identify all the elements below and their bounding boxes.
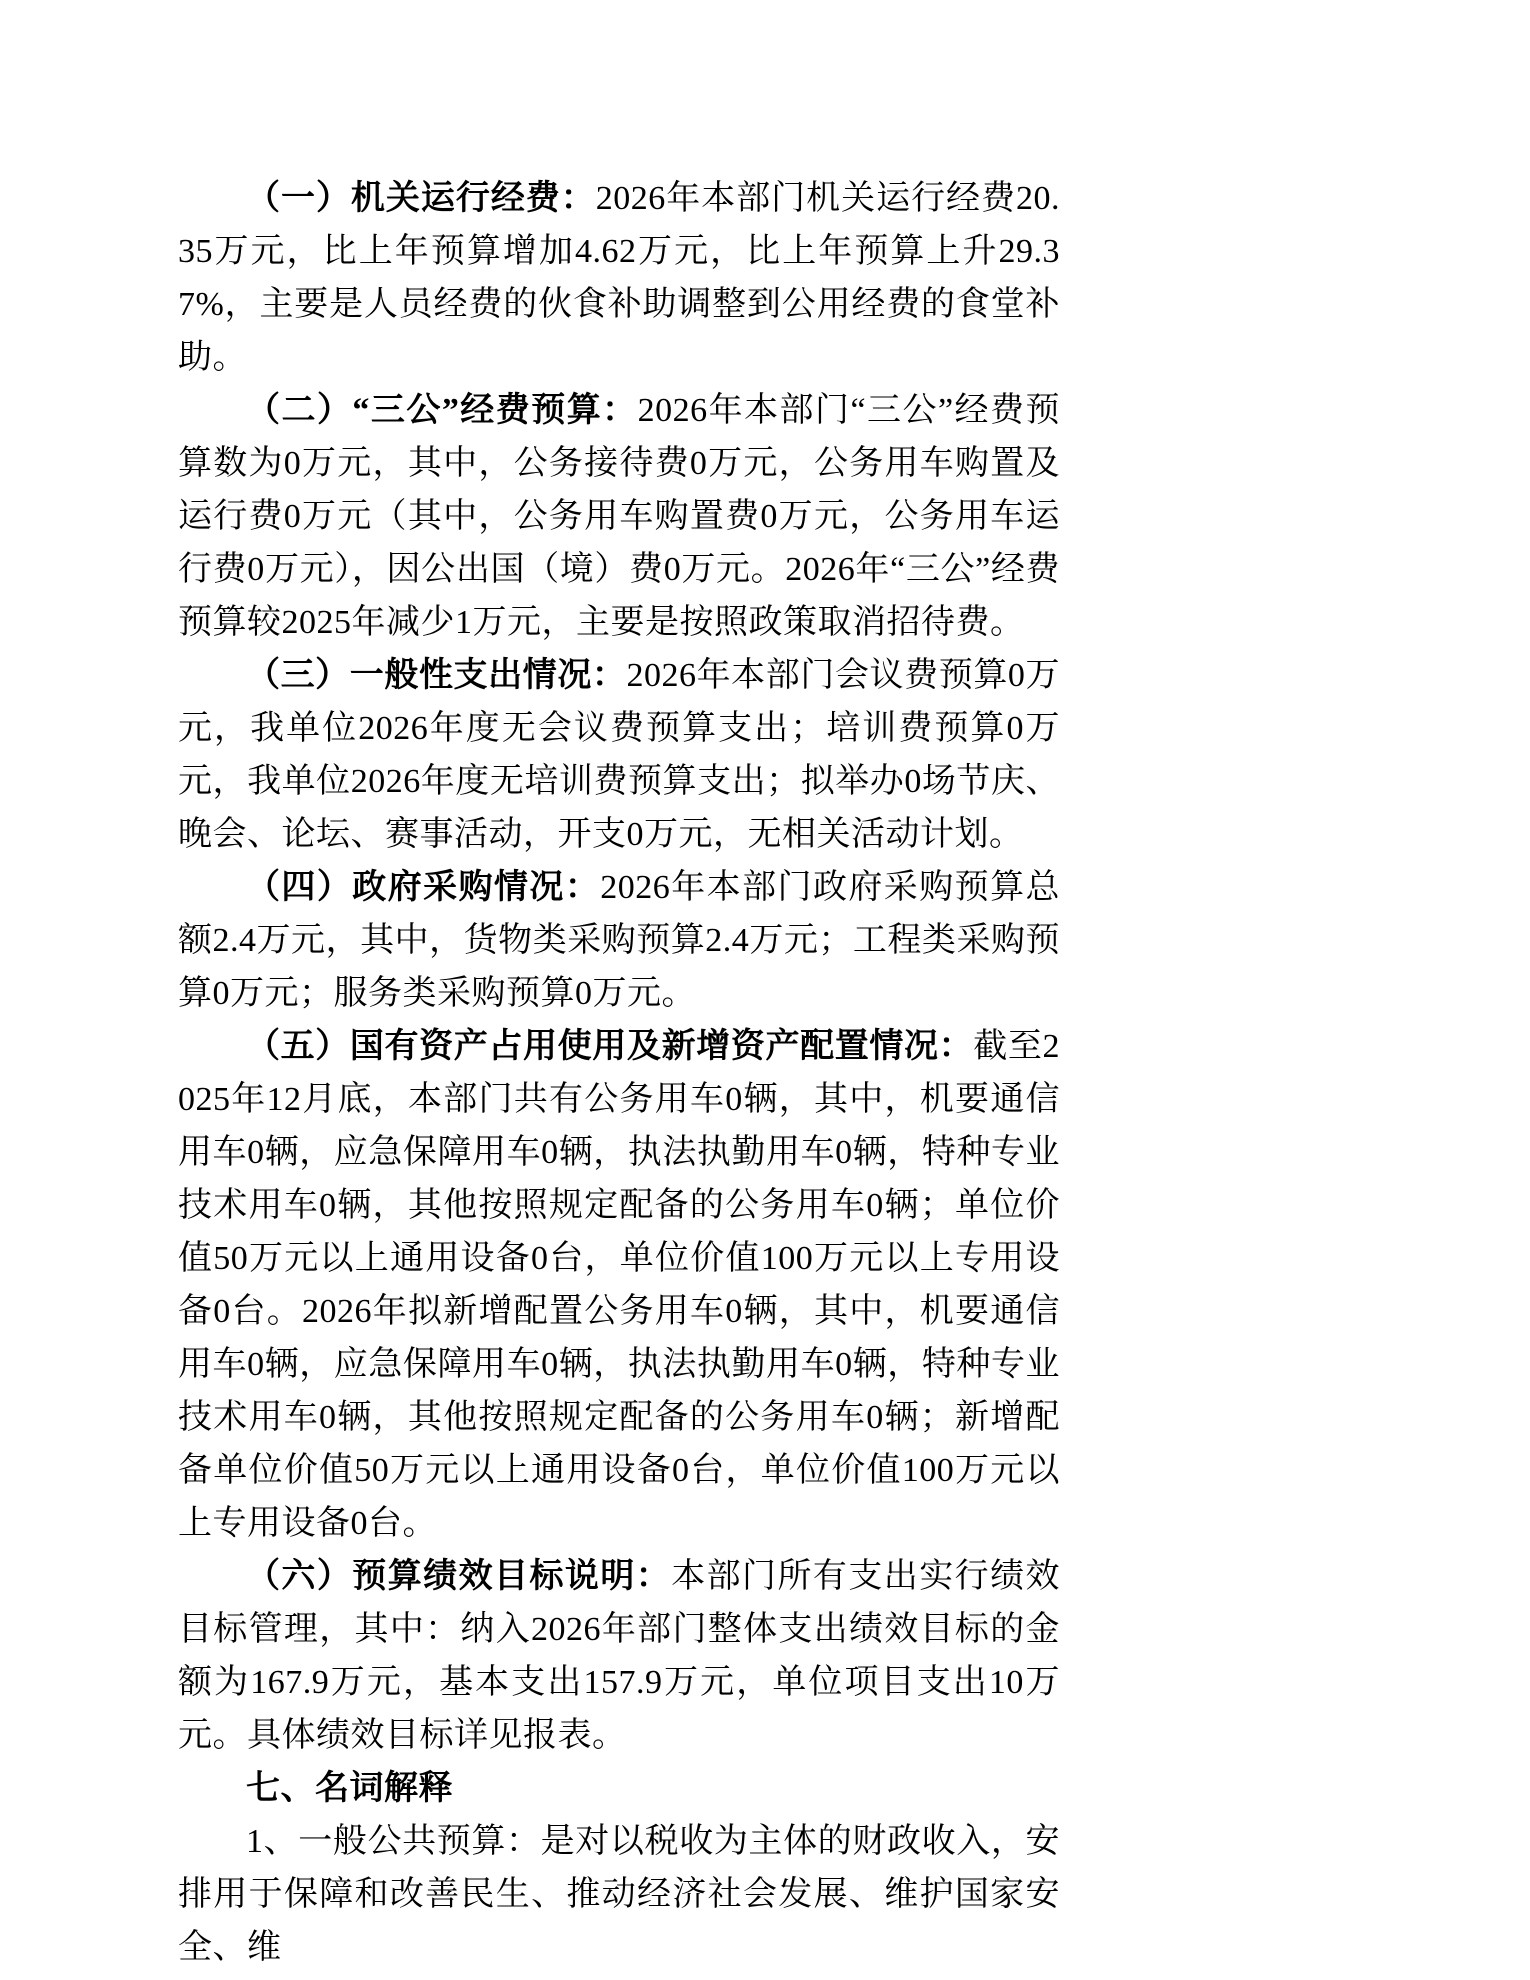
paragraph-text-5: 截至2025年12月底，本部门共有公务用车0辆，其中，机要通信用车0辆，应急保障用车0辆，执法执勤用车0辆，特种专业技术用车0辆，其他按照规定配备的公务用车0辆；单位价值50万元以上通用设备0台，单位价值100万元以上专用设备0台。2026年拟新增配置公务用车0辆，其中，机要通信用车0辆，应急保障用车0辆，执法执勤用车0辆，特种专业技术用车0辆，其他按照规定配备的公务用车0辆；新增配备单位价值50万元以上通用设备0台，单位价值100万元以上专用设备0台。 [178,1028,1061,1542]
paragraph-text-2: 2026年本部门“三公”经费预算数为0万元，其中，公务接待费0万元，公务用车购置及运行费0万元（其中，公务用车购置费0万元，公务用车运行费0万元），因公出国（境）费0万元。2026年“三公”经费预算较2025年减少1万元，主要是按照政策取消招待费。 [178,392,1060,641]
paragraph-government-procurement [178,861,1060,1020]
paragraph-label-6: （六）预算绩效目标说明： [246,1558,672,1595]
paragraph-state-assets [178,1020,1060,1550]
paragraph-text-1: 2026年本部门机关运行经费20.35万元，比上年预算增加4.62万元，比上年预算上升29.37%，主要是人员经费的伙食补助调整到公用经费的食堂补助。 [178,180,1061,376]
glossary-item-1-text: 1、一般公共预算：是对以税收为主体的财政收入，安排用于保障和改善民生、推动经济社会发展、维护国家安全、维 [178,1823,1060,1966]
paragraph-label-2: （二）“三公”经费预算： [246,392,638,429]
glossary-heading-text: 七、名词解释 [246,1770,453,1807]
paragraph-text-6: 本部门所有支出实行绩效目标管理，其中：纳入2026年部门整体支出绩效目标的金额为167.9万元，基本支出157.9万元，单位项目支出10万元。具体绩效目标详见报表。 [178,1558,1061,1754]
paragraph-text-3: 2026年本部门会议费预算0万元，我单位2026年度无会议费预算支出；培训费预算0万元，我单位2026年度无培训费预算支出；拟举办0场节庆、晚会、论坛、赛事活动，开支0万元，无相关活动计划。 [178,657,1060,853]
paragraph-three-public-expense [178,384,1060,649]
paragraph-label-3: （三）一般性支出情况： [246,657,627,694]
paragraph-performance-targets [178,1550,1060,1762]
paragraph-label-5: （五）国有资产占用使用及新增资产配置情况： [246,1028,974,1065]
glossary-heading [178,1762,1060,1815]
paragraph-general-expenditure [178,649,1060,861]
paragraph-label-4: （四）政府采购情况： [246,869,601,906]
paragraph-text-4: 2026年本部门政府采购预算总额2.4万元，其中，货物类采购预算2.4万元；工程类采购预算0万元；服务类采购预算0万元。 [178,869,1061,1012]
paragraph-agency-operating-expense [178,172,1060,384]
paragraph-glossary-item-1 [178,1815,1060,1974]
paragraph-label-1: （一）机关运行经费： [246,180,596,217]
